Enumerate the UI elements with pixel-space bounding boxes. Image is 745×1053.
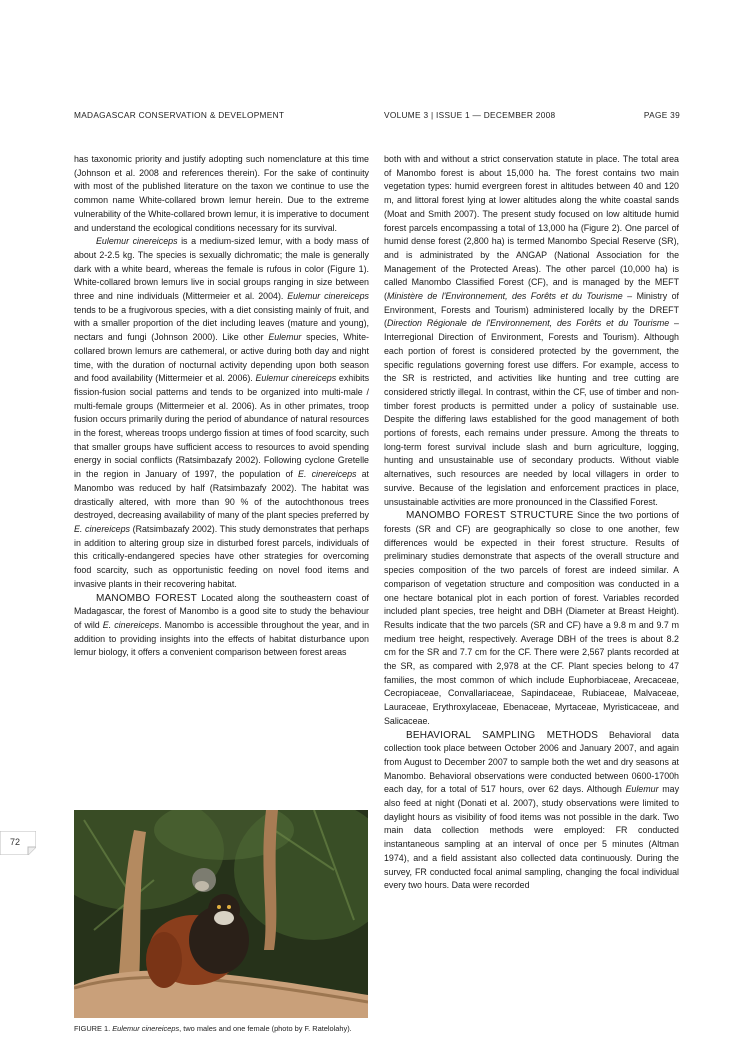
paragraph: MANOMBO FOREST Located along the southeastern coast of Madagascar, the forest of Manombo is a good site to study the behaviour of wild E. cinereiceps. Manombo is accessible throughout the year, and in addition to providing insights into the effects of habitat disturbance upon lemur biology, it offers a convenient comparison between forest areas — [74, 592, 369, 658]
lemur-photo — [74, 810, 368, 1018]
section-heading: BEHAVIORAL SAMPLING METHODS — [406, 729, 599, 741]
figure-photo — [74, 810, 368, 1018]
page-folio-tab — [0, 831, 36, 855]
volume-issue: VOLUME 3 | ISSUE 1 — DECEMBER 2008 — [384, 110, 556, 120]
paragraph: Eulemur cinereiceps is a medium-sized lemur, with a body mass of about 2-2.5 kg. The species is sexually dichromatic; the male is generally dark with a white beard, whereas the female is rufous in color (Figure 1). White-collared brown lemurs live in social groups ranging in size between three and nine individuals (Mittermeier et al. 2004). Eulemur cinereiceps tends to be a frugivorous species, with a diet consisting mainly of fruit, and with a smaller proportion of the diet including leaves (mature and young), nectars and fungi (Johnson 2000). Like other Eulemur species, White-collared brown lemurs are cathemeral, or active during both day and night time, with the duration of nocturnal activity depending upon both season and food availability (Mittermeier et al. 2006). Eulemur cinereiceps exhibits fission-fusion social patterns and tends to be organized into multi-male / multi-female groups (Mittermeier et al. 2006). As in other primates, troop fusion occurs primarily during the period of abundance of natural resources in the forest, whereas troops undergo fission at times of food scarcity, such that smaller groups have sufficient access to resources to avoid spending energy in social conflicts (Ratsimbazafy 2002). Following cyclone Gretelle in the region in January of 1997, the population of E. cinereiceps at Manombo was reduced by half (Ratsimbazafy 2002). The habitat was drastically altered, with more than 90 % of the autochthonous trees destroyed, decreasing availability of many of the plant species preferred by E. cinereiceps (Ratsimbazafy 2002). This study demonstrates that perhaps in addition to altering group size in disturbed forest parcels, individuals of this critically-endangered species have other strategies for overcoming food scarcity, such as opportunistic feeding on novel food items and invasive plants in their recovering habitat. — [74, 236, 369, 589]
running-header — [74, 110, 680, 122]
left-column — [74, 153, 369, 801]
paragraph: has taxonomic priority and justify adopting such nomenclature at this time (Johnson et al. 2008 and references therein). For the sake of continuity with most of the published literature on the taxon we continue to use the common name White-collared brown lemur herein. Due to the extreme vulnerability of the White-collared brown lemur, it is imperative to document and understand the ecological conditions necessary for its survival. — [74, 154, 369, 233]
folio-number: 72 — [10, 837, 21, 847]
paragraph: both with and without a strict conservation statute in place. The total area of Manombo forest is about 15,000 ha. The forest contains two main vegetation types: humid evergreen forest in altitudes between 40 and 120 m, and littoral forest lying at lower altitudes along the white coastal sands (Moat and Smith 2007). The present study focused on low altitude humid forest parcels encompassing a total of 13,000 ha (Figure 2). One parcel of humid dense forest (2,800 ha) is termed Manombo Special Reserve (SR), and is administrated by the ANGAP (National Association for the Management of the Protected Areas). The other parcel (10,000 ha) is called Manombo Classified Forest (CF), and is managed by the MEFT (Ministère de l'Environnement, des Forêts et du Tourisme – Ministry of Environment, Forests and Tourism) administered locally by the DREFT (Direction Régionale de l'Environnement, des Forêts et du Tourisme – Interregional Direction of Environment, Forests and Tourism). Although each portion of forest is considered protected by the government, the specific regulations governing forest use differs. For example, access to the SR is restricted, and activities like hunting and tree cutting are considered strictly illegal. In contrast, within the CF, use of timber and non-timber forest products is permitted under a policy of sustainable use. Despite the differing laws established for the good management of both portions of forests, each remains under pressure. Among the threats to long-term forest survival include slash and burn agriculture, logging, hunting and unsustainable use of secondary products. Without viable alternatives, such resources are needed by local villagers in order to survive. Because of the legislation and enforcement practices in place, unsustainable activities are more pronounced in the Classified Forest. — [384, 154, 679, 507]
section-heading: MANOMBO FOREST STRUCTURE — [406, 510, 574, 522]
figure-caption: FIGURE 1. Eulemur cinereiceps, two males and one female (photo by F. Ratelolahy). — [74, 1024, 352, 1033]
journal-title: MADAGASCAR CONSERVATION & DEVELOPMENT — [74, 110, 285, 120]
section-heading: MANOMBO FOREST — [96, 592, 197, 604]
paragraph: BEHAVIORAL SAMPLING METHODS Behavioral data collection took place between October 2006 and January 2007, and again from August to December 2007 to sample both the wet and dry seasons at Manombo. Behavioral observations were conducted between 0600-1700h each day, for a total of 517 hours, over 62 days. Although Eulemur may also feed at night (Donati et al. 2007), study observations were limited to daylight hours as visibility of food items was not possible in the dark. Two main data collection methods were employed: FR conducted instantaneous sampling at an interval of once per 5 minutes (Altman 1974), and a field assistant also collected data continuously. During the survey, FR conducted focal animal sampling, changing the focal individual every two hours. Data were recorded — [384, 729, 679, 891]
paragraph: MANOMBO FOREST STRUCTURE Since the two portions of forests (SR and CF) are geographically so close to one another, few differences would be expected in their forest structure. Results of preliminary studies demonstrate that aspects of the overall structure and species composition of the two parcels of forest are indeed similar. A comparison of vegetation structure and composition was conducted in a one hectare botanical plot in each portion of forest. Variables recorded included plant species, tree height and DBH (Diameter at Breast Height). Results indicate that the two parcels (SR and CF) have a 9.8 m and 9.7 m medium tree height, respectively. Average DBH of the trees is about 8.2 cm for the SR and 7.7 cm for the CF. There were 2,567 plants recorded at the SR, as compared with 2,978 at the CF. Plant species belong to 47 families, the most common of which include Euphorbiaceae, Arecaceae, Cecropiaceae, Convallariaceae, Sapindaceae, Rubiaceae, Malvaceae, Lauraceae, Erythroxylaceae, Ebenaceae, Myrtaceae, Myristicaceae, and Salicaceae. — [384, 510, 679, 726]
right-column — [384, 153, 679, 1048]
page-number: PAGE 39 — [643, 110, 680, 120]
